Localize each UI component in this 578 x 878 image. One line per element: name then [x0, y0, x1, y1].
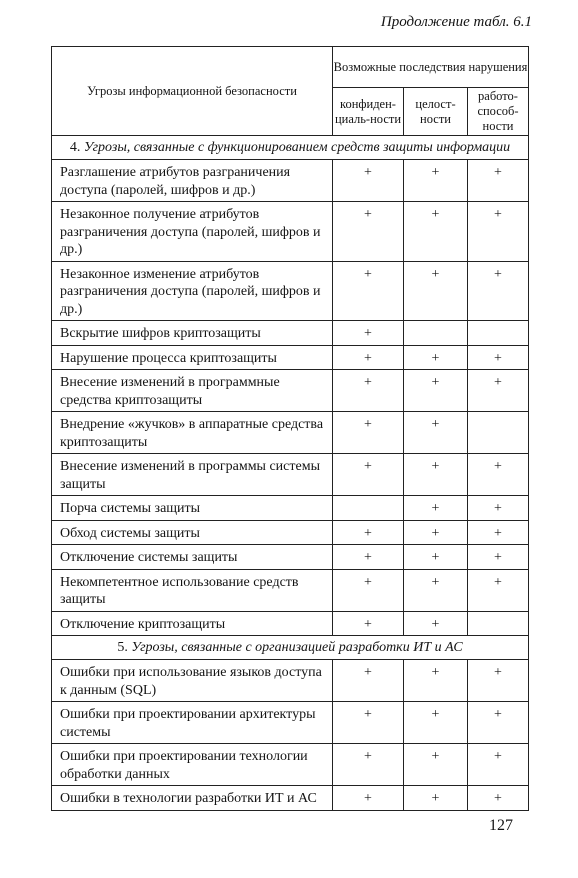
- mark-cell: +: [333, 520, 404, 545]
- mark-cell: +: [404, 545, 468, 570]
- mark-cell: +: [404, 660, 468, 702]
- table-row: [52, 786, 529, 811]
- threat-cell: Разглашение атрибутов разграничения доступа (паролей, шифров и др.): [52, 160, 333, 202]
- table-row: [52, 345, 529, 370]
- table-row: [52, 660, 529, 702]
- table-body: [52, 136, 529, 811]
- mark-cell: +: [468, 370, 529, 412]
- mark-cell: [468, 611, 529, 636]
- mark-cell: +: [404, 611, 468, 636]
- mark-cell: +: [404, 786, 468, 811]
- threat-cell: Внесение изменений в программы системы защиты: [52, 454, 333, 496]
- mark-cell: +: [468, 454, 529, 496]
- table-row: [52, 744, 529, 786]
- mark-cell: +: [333, 160, 404, 202]
- mark-cell: +: [333, 611, 404, 636]
- header-consequences: Возможные последствия нарушения: [333, 47, 529, 88]
- mark-cell: +: [333, 321, 404, 346]
- mark-cell: +: [333, 412, 404, 454]
- table-row: [52, 412, 529, 454]
- mark-cell: +: [468, 545, 529, 570]
- mark-cell: +: [468, 569, 529, 611]
- threat-cell: Незаконное получение атрибутов разграничения доступа (паролей, шифров и др.): [52, 202, 333, 262]
- mark-cell: +: [333, 454, 404, 496]
- mark-cell: +: [333, 569, 404, 611]
- mark-cell: +: [333, 744, 404, 786]
- table-row: [52, 454, 529, 496]
- mark-cell: +: [333, 261, 404, 321]
- table-continuation-caption: Продолжение табл. 6.1: [380, 14, 532, 30]
- mark-cell: +: [468, 496, 529, 521]
- header-integrity: целост-ности: [404, 88, 468, 136]
- mark-cell: +: [333, 786, 404, 811]
- section-title-text: Угрозы, связанные с функционированием средств защиты информации: [83, 140, 511, 155]
- table-row: [52, 569, 529, 611]
- mark-cell: +: [404, 520, 468, 545]
- section-title-text: Угрозы, связанные с организацией разработки ИТ и АС: [131, 640, 463, 655]
- mark-cell: +: [468, 160, 529, 202]
- mark-cell: [404, 321, 468, 346]
- mark-cell: +: [404, 261, 468, 321]
- mark-cell: +: [404, 744, 468, 786]
- mark-cell: +: [404, 496, 468, 521]
- threat-cell: Нарушение процесса криптозащиты: [52, 345, 333, 370]
- section-header-row: [52, 636, 529, 660]
- threat-cell: Внедрение «жучков» в аппаратные средства криптозащиты: [52, 412, 333, 454]
- threat-cell: Ошибки в технологии разработки ИТ и АС: [52, 786, 333, 811]
- mark-cell: +: [333, 345, 404, 370]
- mark-cell: +: [468, 660, 529, 702]
- mark-cell: +: [404, 345, 468, 370]
- mark-cell: +: [468, 744, 529, 786]
- table-row: [52, 321, 529, 346]
- mark-cell: [333, 496, 404, 521]
- mark-cell: +: [404, 160, 468, 202]
- mark-cell: +: [404, 454, 468, 496]
- mark-cell: +: [468, 202, 529, 262]
- section-title: [52, 136, 529, 160]
- section-number: 4.: [69, 140, 81, 155]
- mark-cell: +: [468, 520, 529, 545]
- table-row: [52, 611, 529, 636]
- table-row: [52, 160, 529, 202]
- mark-cell: +: [333, 660, 404, 702]
- threat-cell: Незаконное изменение атрибутов разграничения доступа (паролей, шифров и др.): [52, 261, 333, 321]
- header-confidentiality: конфиден-циаль-ности: [333, 88, 404, 136]
- table-row: [52, 545, 529, 570]
- header-availability: работо-способ-ности: [468, 88, 529, 136]
- mark-cell: +: [333, 702, 404, 744]
- threat-cell: Обход системы защиты: [52, 520, 333, 545]
- mark-cell: +: [404, 412, 468, 454]
- page-number: 127: [489, 817, 513, 834]
- threat-cell: Некомпетентное использование средств защиты: [52, 569, 333, 611]
- mark-cell: +: [333, 202, 404, 262]
- threat-cell: Ошибки при использование языков доступа к данным (SQL): [52, 660, 333, 702]
- threat-cell: Отключение системы защиты: [52, 545, 333, 570]
- threat-cell: Ошибки при проектировании архитектуры системы: [52, 702, 333, 744]
- mark-cell: +: [404, 202, 468, 262]
- table-row: [52, 202, 529, 262]
- threat-cell: Отключение криптозащиты: [52, 611, 333, 636]
- mark-cell: [468, 412, 529, 454]
- threat-cell: Ошибки при проектировании технологии обработки данных: [52, 744, 333, 786]
- mark-cell: +: [468, 702, 529, 744]
- mark-cell: +: [333, 370, 404, 412]
- mark-cell: +: [468, 786, 529, 811]
- table-row: [52, 370, 529, 412]
- mark-cell: +: [404, 569, 468, 611]
- threat-cell: Вскрытие шифров криптозащиты: [52, 321, 333, 346]
- section-number: 5.: [117, 640, 128, 655]
- table-row: [52, 702, 529, 744]
- threats-table: [51, 46, 529, 811]
- mark-cell: +: [333, 545, 404, 570]
- mark-cell: +: [468, 261, 529, 321]
- table-row: [52, 261, 529, 321]
- mark-cell: [468, 321, 529, 346]
- table-row: [52, 520, 529, 545]
- threat-cell: Порча системы защиты: [52, 496, 333, 521]
- threat-cell: Внесение изменений в программные средства криптозащиты: [52, 370, 333, 412]
- mark-cell: +: [404, 702, 468, 744]
- section-header-row: [52, 136, 529, 160]
- table-row: [52, 496, 529, 521]
- section-title: [52, 636, 529, 660]
- mark-cell: +: [404, 370, 468, 412]
- header-threats: Угрозы информационной безопасности: [52, 47, 333, 136]
- mark-cell: +: [468, 345, 529, 370]
